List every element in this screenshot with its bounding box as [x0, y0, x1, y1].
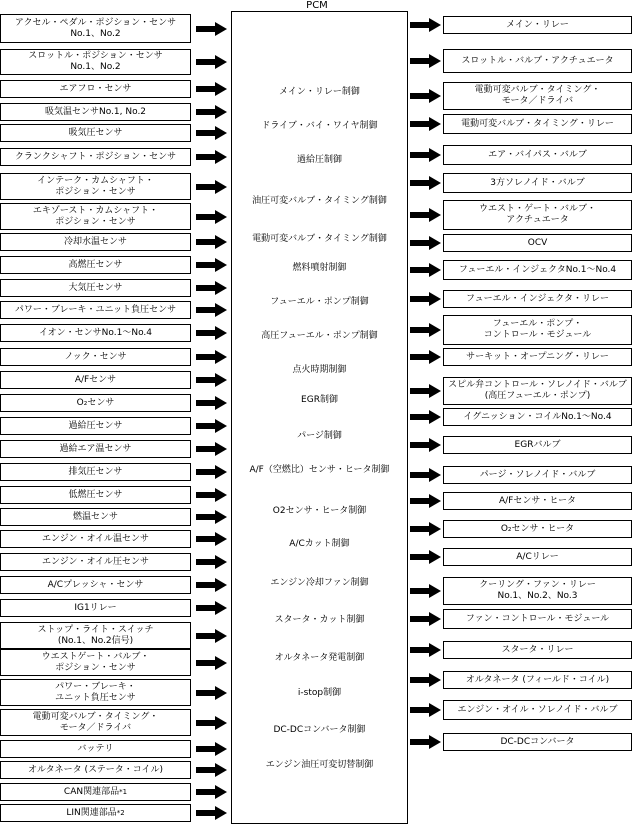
- input-arrow: [196, 210, 227, 224]
- arrow-shape: [196, 326, 227, 340]
- input-arrow: [196, 601, 227, 615]
- arrow-shape: [196, 555, 227, 569]
- arrow-shape: [196, 510, 227, 524]
- arrow-shape: [196, 235, 227, 249]
- arrow-shape: [410, 350, 441, 364]
- output-arrow: [410, 735, 441, 749]
- input-arrow: [196, 55, 227, 69]
- input-arrow: [196, 806, 227, 820]
- input-arrow: [196, 578, 227, 592]
- output-arrow: [410, 522, 441, 536]
- input-box: IG1リレー: [0, 599, 191, 617]
- arrow-shape: [410, 612, 441, 626]
- input-arrow: [196, 126, 227, 140]
- input-arrow: [196, 488, 227, 502]
- pcm-function-label: スタータ・カット制御: [274, 615, 365, 625]
- pcm-function-label: エンジン油圧可変切替制御: [265, 760, 374, 770]
- pcm-function-label: ドライブ・バイ・ワイヤ制御: [261, 121, 378, 131]
- input-box: 過給エア温センサ: [0, 440, 191, 458]
- output-arrow: [410, 703, 441, 717]
- arrow-shape: [410, 438, 441, 452]
- output-box: フューエル・インジェクタNo.1〜No.4: [443, 260, 632, 280]
- arrow-shape: [410, 89, 441, 103]
- input-arrow: [196, 396, 227, 410]
- input-arrow: [196, 350, 227, 364]
- input-box: 燃温センサ: [0, 508, 191, 526]
- pcm-title: PCM: [306, 0, 328, 11]
- pcm-function-label: i-stop制御: [297, 688, 342, 698]
- pcm-function-label: A/F（空燃比）センサ・ヒータ制御: [249, 465, 390, 475]
- arrow-shape: [196, 806, 227, 820]
- input-arrow: [196, 258, 227, 272]
- input-box: 過給圧センサ: [0, 417, 191, 435]
- pcm-function-label: オルタネータ発電制御: [274, 653, 365, 663]
- arrow-shape: [196, 763, 227, 777]
- input-box: クランクシャフト・ポジション・センサ: [0, 148, 191, 166]
- arrow-shape: [410, 117, 441, 131]
- arrow-shape: [196, 686, 227, 700]
- arrow-shape: [410, 735, 441, 749]
- arrow-shape: [196, 82, 227, 96]
- input-box: 冷却水温センサ: [0, 233, 191, 251]
- output-arrow: [410, 54, 441, 68]
- arrow-shape: [410, 208, 441, 222]
- input-arrow: [196, 629, 227, 643]
- input-arrow: [196, 510, 227, 524]
- input-box: 大気圧センサ: [0, 279, 191, 297]
- input-arrow: [196, 150, 227, 164]
- input-box: O₂センサ: [0, 394, 191, 412]
- output-box: パージ・ソレノイド・バルブ: [443, 466, 632, 484]
- input-box: A/Fセンサ: [0, 371, 191, 389]
- input-box: LIN関連部品 *2: [0, 804, 191, 822]
- input-arrow: [196, 686, 227, 700]
- output-box: A/Cリレー: [443, 548, 632, 566]
- output-box: ウエスト・ゲート・バルブ・ アクチュエータ: [443, 200, 632, 230]
- input-box: 吸気温センサNo.1, No.2: [0, 103, 191, 121]
- arrow-shape: [196, 785, 227, 799]
- input-arrow: [196, 742, 227, 756]
- arrow-shape: [196, 350, 227, 364]
- output-arrow: [410, 468, 441, 482]
- pcm-function-label: フューエル・ポンプ制御: [270, 297, 369, 307]
- output-box: スタータ・リレー: [443, 641, 632, 659]
- input-box: 排気圧センサ: [0, 463, 191, 481]
- output-arrow: [410, 384, 441, 398]
- output-box: オルタネータ (フィールド・コイル): [443, 671, 632, 689]
- output-box: ファン・コントロール・モジュール: [443, 609, 632, 629]
- arrow-shape: [410, 323, 441, 337]
- pcm-function-label: DC-DCコンバータ制御: [273, 725, 366, 735]
- output-box: スピル弁コントロール・ソレノイド・バルブ (高圧フューエル・ポンプ): [443, 377, 632, 405]
- arrow-shape: [196, 629, 227, 643]
- pcm-function-label: 点火時期制御: [292, 365, 347, 375]
- pcm-function-label: パージ制御: [297, 431, 342, 441]
- input-arrow: [196, 465, 227, 479]
- arrow-shape: [196, 742, 227, 756]
- pcm-function-label: 油圧可変バルブ・タイミング制御: [252, 196, 387, 206]
- input-arrow: [196, 235, 227, 249]
- arrow-shape: [410, 522, 441, 536]
- pcm-function-label: 燃料噴射制御: [292, 263, 347, 273]
- input-box: 電動可変バルブ・タイミング・ モータ／ドライバ: [0, 709, 191, 736]
- output-box: OCV: [443, 234, 632, 252]
- output-box: エア・バイパス・バルブ: [443, 145, 632, 165]
- arrow-shape: [196, 150, 227, 164]
- input-box: エンジン・オイル温センサ: [0, 530, 191, 548]
- output-arrow: [410, 584, 441, 598]
- input-arrow: [196, 442, 227, 456]
- output-arrow: [410, 292, 441, 306]
- input-arrow: [196, 532, 227, 546]
- arrow-shape: [196, 488, 227, 502]
- arrow-shape: [196, 105, 227, 119]
- output-box: クーリング・ファン・リレー No.1、No.2、No.3: [443, 577, 632, 605]
- arrow-shape: [410, 584, 441, 598]
- arrow-shape: [410, 494, 441, 508]
- output-arrow: [410, 550, 441, 564]
- arrow-shape: [410, 410, 441, 424]
- arrow-shape: [196, 281, 227, 295]
- arrow-shape: [196, 656, 227, 670]
- output-arrow: [410, 494, 441, 508]
- input-box: スロットル・ポジション・センサ No.1、No.2: [0, 49, 191, 75]
- input-box: パワー・ブレーキ・ユニット負圧センサ: [0, 301, 191, 319]
- output-box: サーキット・オープニング・リレー: [443, 348, 632, 366]
- pcm-function-label: A/Cカット制御: [289, 539, 350, 549]
- pcm-function-label: O2センサ・ヒータ制御: [272, 506, 367, 516]
- input-box: エアフロ・センサ: [0, 80, 191, 98]
- arrow-shape: [196, 716, 227, 730]
- output-arrow: [410, 410, 441, 424]
- output-arrow: [410, 612, 441, 626]
- input-arrow: [196, 785, 227, 799]
- output-box: 電動可変バルブ・タイミング・リレー: [443, 114, 632, 134]
- arrow-shape: [196, 373, 227, 387]
- arrow-shape: [410, 54, 441, 68]
- output-arrow: [410, 176, 441, 190]
- output-arrow: [410, 236, 441, 250]
- output-box: 3方ソレノイド・バルブ: [443, 173, 632, 193]
- output-box: フューエル・ポンプ・ コントロール・モジュール: [443, 315, 632, 345]
- arrow-shape: [196, 55, 227, 69]
- output-arrow: [410, 18, 441, 32]
- input-arrow: [196, 763, 227, 777]
- input-box: ノック・センサ: [0, 348, 191, 366]
- input-box: バッテリ: [0, 740, 191, 758]
- arrow-shape: [410, 703, 441, 717]
- output-box: A/Fセンサ・ヒータ: [443, 492, 632, 510]
- output-box: 電動可変バルブ・タイミング・ モータ／ドライバ: [443, 82, 632, 110]
- pcm-block: [231, 11, 408, 824]
- output-arrow: [410, 208, 441, 222]
- input-arrow: [196, 105, 227, 119]
- output-arrow: [410, 263, 441, 277]
- arrow-shape: [410, 673, 441, 687]
- arrow-shape: [196, 22, 227, 36]
- input-arrow: [196, 303, 227, 317]
- arrow-shape: [196, 396, 227, 410]
- input-box: CAN関連部品 *1: [0, 783, 191, 801]
- arrow-shape: [196, 303, 227, 317]
- input-arrow: [196, 326, 227, 340]
- arrow-shape: [196, 601, 227, 615]
- arrow-shape: [410, 550, 441, 564]
- pcm-function-label: EGR制御: [301, 395, 338, 405]
- pcm-function-label: メイン・リレー制御: [279, 87, 360, 97]
- output-arrow: [410, 350, 441, 364]
- arrow-shape: [410, 18, 441, 32]
- output-box: フューエル・インジェクタ・リレー: [443, 290, 632, 308]
- input-arrow: [196, 82, 227, 96]
- input-arrow: [196, 555, 227, 569]
- input-box: ウエストゲート・バルブ・ ポジション・センサ: [0, 649, 191, 676]
- arrow-shape: [410, 292, 441, 306]
- pcm-function-label: 過給圧制御: [296, 155, 342, 165]
- arrow-shape: [196, 419, 227, 433]
- output-arrow: [410, 323, 441, 337]
- input-box: 吸気圧センサ: [0, 124, 191, 142]
- output-box: エンジン・オイル・ソレノイド・バルブ: [443, 700, 632, 720]
- input-box: エキゾースト・カムシャフト・ ポジション・センサ: [0, 203, 191, 230]
- output-box: DC-DCコンバータ: [443, 733, 632, 751]
- arrow-shape: [196, 210, 227, 224]
- output-arrow: [410, 643, 441, 657]
- output-arrow: [410, 673, 441, 687]
- input-box: 低燃圧センサ: [0, 486, 191, 504]
- input-box: イオン・センサNo.1〜No.4: [0, 324, 191, 342]
- output-arrow: [410, 438, 441, 452]
- input-arrow: [196, 180, 227, 194]
- pcm-function-label: エンジン冷却ファン制御: [270, 578, 369, 588]
- output-box: メイン・リレー: [443, 16, 632, 34]
- output-arrow: [410, 148, 441, 162]
- pcm-function-label: 高圧フューエル・ポンプ制御: [261, 331, 378, 341]
- input-arrow: [196, 419, 227, 433]
- output-arrow: [410, 117, 441, 131]
- input-box: オルタネータ (ステータ・コイル): [0, 761, 191, 779]
- output-box: EGRバルブ: [443, 436, 632, 454]
- arrow-shape: [410, 468, 441, 482]
- arrow-shape: [196, 180, 227, 194]
- input-box: A/Cプレッシャ・センサ: [0, 576, 191, 594]
- input-box: エンジン・オイル圧センサ: [0, 553, 191, 571]
- arrow-shape: [410, 176, 441, 190]
- arrow-shape: [410, 263, 441, 277]
- arrow-shape: [196, 258, 227, 272]
- input-box: 高燃圧センサ: [0, 256, 191, 274]
- output-box: イグニッション・コイルNo.1〜No.4: [443, 408, 632, 426]
- arrow-shape: [196, 465, 227, 479]
- input-box: ストップ・ライト・スイッチ (No.1、No.2信号): [0, 622, 191, 649]
- arrow-shape: [196, 442, 227, 456]
- arrow-shape: [410, 148, 441, 162]
- input-arrow: [196, 281, 227, 295]
- output-box: O₂センサ・ヒータ: [443, 520, 632, 538]
- input-arrow: [196, 373, 227, 387]
- pcm-function-label: 電動可変バルブ・タイミング制御: [252, 234, 387, 244]
- arrow-shape: [196, 532, 227, 546]
- arrow-shape: [196, 578, 227, 592]
- arrow-shape: [410, 384, 441, 398]
- input-arrow: [196, 716, 227, 730]
- input-box: インテーク・カムシャフト・ ポジション・センサ: [0, 173, 191, 200]
- input-box: アクセル・ペダル・ポジション・センサ No.1、No.2: [0, 14, 191, 43]
- arrow-shape: [196, 126, 227, 140]
- input-box: パワー・ブレーキ・ ユニット負圧センサ: [0, 679, 191, 706]
- output-arrow: [410, 89, 441, 103]
- output-box: スロットル・バルブ・アクチュエータ: [443, 49, 632, 73]
- input-arrow: [196, 22, 227, 36]
- arrow-shape: [410, 236, 441, 250]
- input-arrow: [196, 656, 227, 670]
- arrow-shape: [410, 643, 441, 657]
